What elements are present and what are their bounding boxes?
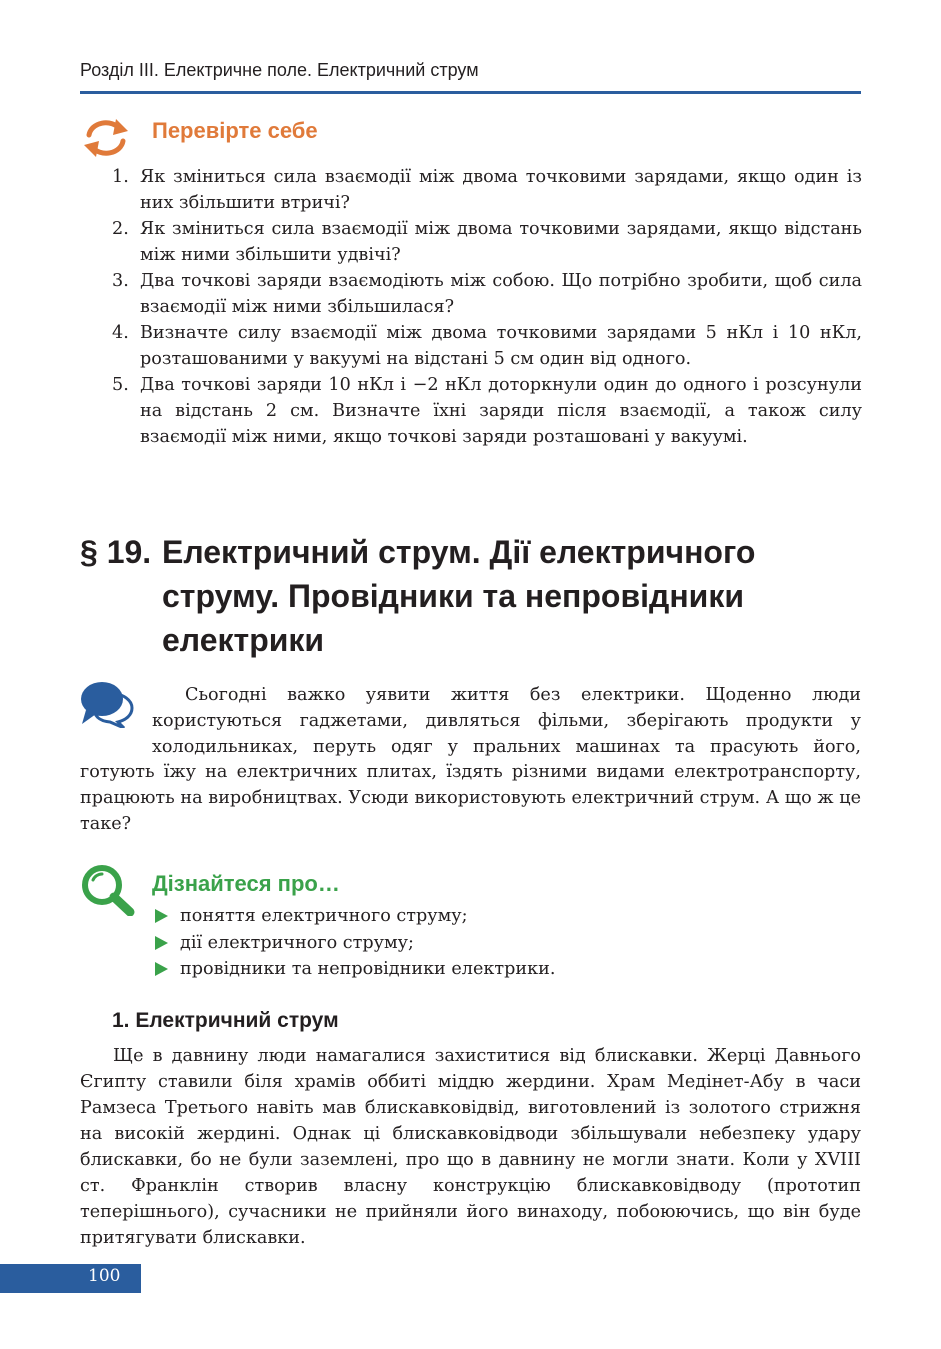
- learn-about-list: [155, 903, 555, 983]
- list-item: [155, 903, 555, 930]
- section-number: § 19.: [80, 534, 152, 570]
- intro-paragraph: [80, 683, 861, 838]
- question-list: [112, 164, 862, 450]
- body-paragraph: Ще в давнину люди намагалися захиститися від блискавки. Жерці Давнього Єгипту ставили біля храмів оббиті міддю жердини. Храм Медінет-Абу в часи Рамзеса Третього навіть мав блискавковідвід, виготовлений із золотого стрижня на високій жердині. Однак ці блискавковідводи збільшували небезпеку удару блискавки, бо не були заземлені, про що в давнину не могли знати. Коли у XVIII ст. Франклін створив власну конструкцію блискавковідводу (прототип теперішнього), сучасники не прийняли його винаходу, побоюючись, що він буде притягувати блискавки.: [80, 1046, 861, 1248]
- page-number: 100: [88, 1266, 121, 1286]
- learn-about-title: Дізнайтеся про…: [152, 871, 340, 896]
- list-item-text: провідники та непровідники електрики.: [180, 959, 556, 979]
- question-number: 4.: [112, 323, 129, 343]
- refresh-arrows-icon: [80, 113, 132, 163]
- question-text: Як зміниться сила взаємодії між двома точковими зарядами, якщо відстань між ними збільшити удвічі?: [140, 219, 862, 265]
- magnifier-icon: [80, 864, 136, 916]
- intro-text: Сьогодні важко уявити життя без електрики. Щоденно люди користуються гаджетами, дивляться фільми, зберігають продукти у холодильниках, перуть одяг у пральних машинах та прасують його, готують їжу на електричних плитах, їздять різними видами електротранспорту, працюють на виробництвах. Усюди використовують електричний струм. А що ж це таке?: [80, 685, 861, 834]
- question-item: [112, 320, 862, 372]
- subsection-heading: 1. Електричний струм: [112, 1009, 339, 1032]
- question-item: [112, 216, 862, 268]
- question-text: Два точкові заряди взаємодіють між собою. Що потрібно зробити, щоб сила взаємодії між ними збільшилася?: [140, 271, 862, 317]
- question-number: 1.: [112, 167, 129, 187]
- question-number: 5.: [112, 375, 129, 395]
- list-item-text: дії електричного струму;: [180, 932, 414, 953]
- question-item: [112, 372, 862, 450]
- question-text: Два точкові заряди 10 нКл і −2 нКл доторкнули один до одного і розсунули на відстань 2 см. Визначте їхні заряди після взаємодії, а також силу взаємодії між ними, якщо точкові заряди розташовані у вакуумі.: [140, 375, 862, 447]
- running-header: Розділ ІІІ. Електричне поле. Електричний струм: [80, 60, 479, 80]
- question-item: [112, 268, 862, 320]
- icon-spacer: [80, 683, 152, 760]
- header-rule: [80, 91, 861, 94]
- list-item: [155, 930, 555, 957]
- question-number: 2.: [112, 219, 129, 239]
- triangle-bullet-icon: [155, 909, 168, 923]
- question-text: Як зміниться сила взаємодії між двома точковими зарядами, якщо один із них збільшити втричі?: [140, 167, 862, 213]
- question-text: Визначте силу взаємодії між двома точковими зарядами 5 нКл і 10 нКл, розташованими у вакуумі на відстані 5 см один від одного.: [140, 323, 862, 369]
- triangle-bullet-icon: [155, 936, 168, 950]
- check-yourself-title: Перевірте себе: [152, 118, 318, 143]
- section-heading: Електричний струм. Дії електричного струму. Провідники та непровідники електрики: [162, 534, 756, 658]
- triangle-bullet-icon: [155, 962, 168, 976]
- list-item: [155, 956, 555, 983]
- list-item-text: поняття електричного струму;: [180, 906, 468, 926]
- question-item: [112, 164, 862, 216]
- question-number: 3.: [112, 271, 129, 291]
